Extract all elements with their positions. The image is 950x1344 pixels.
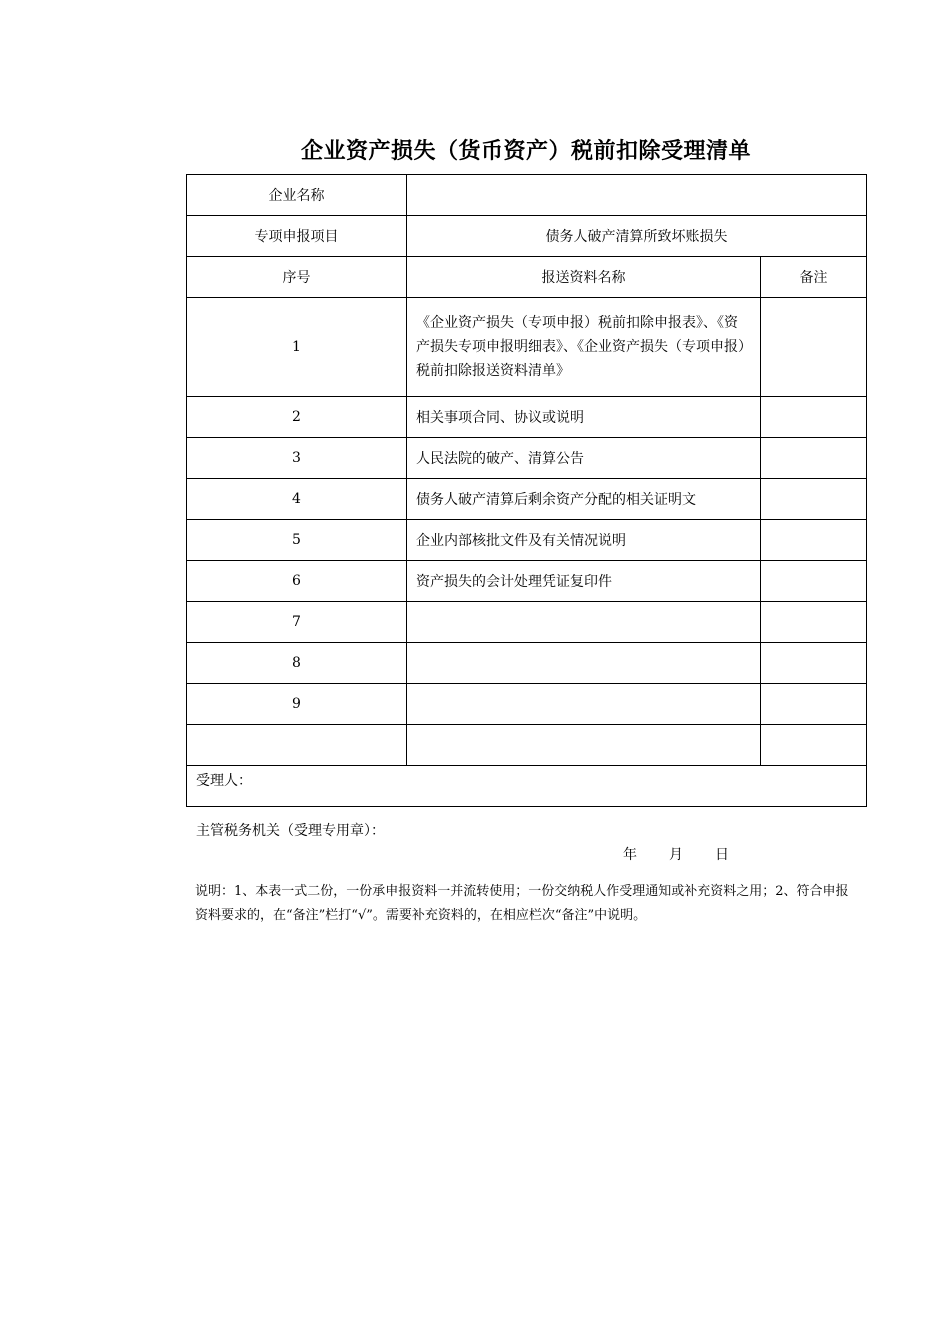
- row-remark[interactable]: [761, 520, 867, 561]
- row-remark[interactable]: [761, 298, 867, 397]
- row-remark[interactable]: [761, 684, 867, 725]
- footer-row: [187, 766, 867, 807]
- row-remark[interactable]: [761, 438, 867, 479]
- row-seq: 9: [187, 684, 407, 725]
- row-remark[interactable]: [761, 479, 867, 520]
- checklist-table: [186, 174, 867, 863]
- row-seq: 3: [187, 438, 407, 479]
- acceptance-section: [187, 766, 867, 863]
- table-row: [187, 479, 867, 520]
- row-material: 相关事项合同、协议或说明: [407, 397, 761, 438]
- row-material: 《企业资产损失（专项申报）税前扣除申报表》、《资产损失专项申报明细表》、《企业资产损失（专项申报）税前扣除报送资料清单》: [407, 298, 761, 397]
- table-row: [187, 684, 867, 725]
- table-row: [187, 643, 867, 684]
- company-name-row: [187, 175, 867, 216]
- page-title: 企业资产损失（货币资产）税前扣除受理清单: [300, 139, 751, 164]
- row-seq: 6: [187, 561, 407, 602]
- row-material[interactable]: [407, 602, 761, 643]
- row-seq: 8: [187, 643, 407, 684]
- table-row: [187, 520, 867, 561]
- header-material: 报送资料名称: [407, 257, 761, 298]
- row-remark[interactable]: [761, 397, 867, 438]
- row-material: 企业内部核批文件及有关情况说明: [407, 520, 761, 561]
- row-seq: 7: [187, 602, 407, 643]
- row-seq: 4: [187, 479, 407, 520]
- row-material: 资产损失的会计处理凭证复印件: [407, 561, 761, 602]
- row-seq: 2: [187, 397, 407, 438]
- table-row: [187, 602, 867, 643]
- tax-office-label: 主管税务机关（受理专用章）：: [196, 823, 385, 839]
- row-material: 人民法院的破产、清算公告: [407, 438, 761, 479]
- header-remark: 备注: [761, 257, 867, 298]
- date-line: [623, 844, 761, 864]
- project-value: 债务人破产清算所致坏账损失: [407, 216, 867, 257]
- month-label: 月: [669, 847, 683, 863]
- row-seq: 5: [187, 520, 407, 561]
- company-name-label: 企业名称: [187, 175, 407, 216]
- day-label: 日: [715, 847, 729, 863]
- row-material[interactable]: [407, 684, 761, 725]
- row-material[interactable]: [407, 725, 761, 766]
- table-row: [187, 397, 867, 438]
- header-row: [187, 257, 867, 298]
- row-material[interactable]: [407, 643, 761, 684]
- header-seq: 序号: [187, 257, 407, 298]
- row-remark[interactable]: [761, 561, 867, 602]
- table-row: [187, 725, 867, 766]
- table-row: [187, 298, 867, 397]
- row-remark[interactable]: [761, 602, 867, 643]
- row-material: 债务人破产清算后剩余资产分配的相关证明文: [407, 479, 761, 520]
- company-name-field[interactable]: [407, 175, 867, 216]
- row-seq: [187, 725, 407, 766]
- year-label: 年: [623, 847, 637, 863]
- project-label: 专项申报项目: [187, 216, 407, 257]
- table-row: [187, 561, 867, 602]
- row-remark[interactable]: [761, 725, 867, 766]
- instructions-note: 说明：1、本表一式二份，一份承申报资料一并流转使用；一份交纳税人作受理通知或补充资料之用；2、符合申报资料要求的，在“备注”栏打“√”。需要补充资料的，在相应栏次“备注”中说明。: [195, 884, 849, 923]
- project-row: [187, 216, 867, 257]
- table-row: [187, 438, 867, 479]
- receiver-label: 受理人：: [196, 773, 252, 789]
- row-seq: 1: [187, 298, 407, 397]
- row-remark[interactable]: [761, 643, 867, 684]
